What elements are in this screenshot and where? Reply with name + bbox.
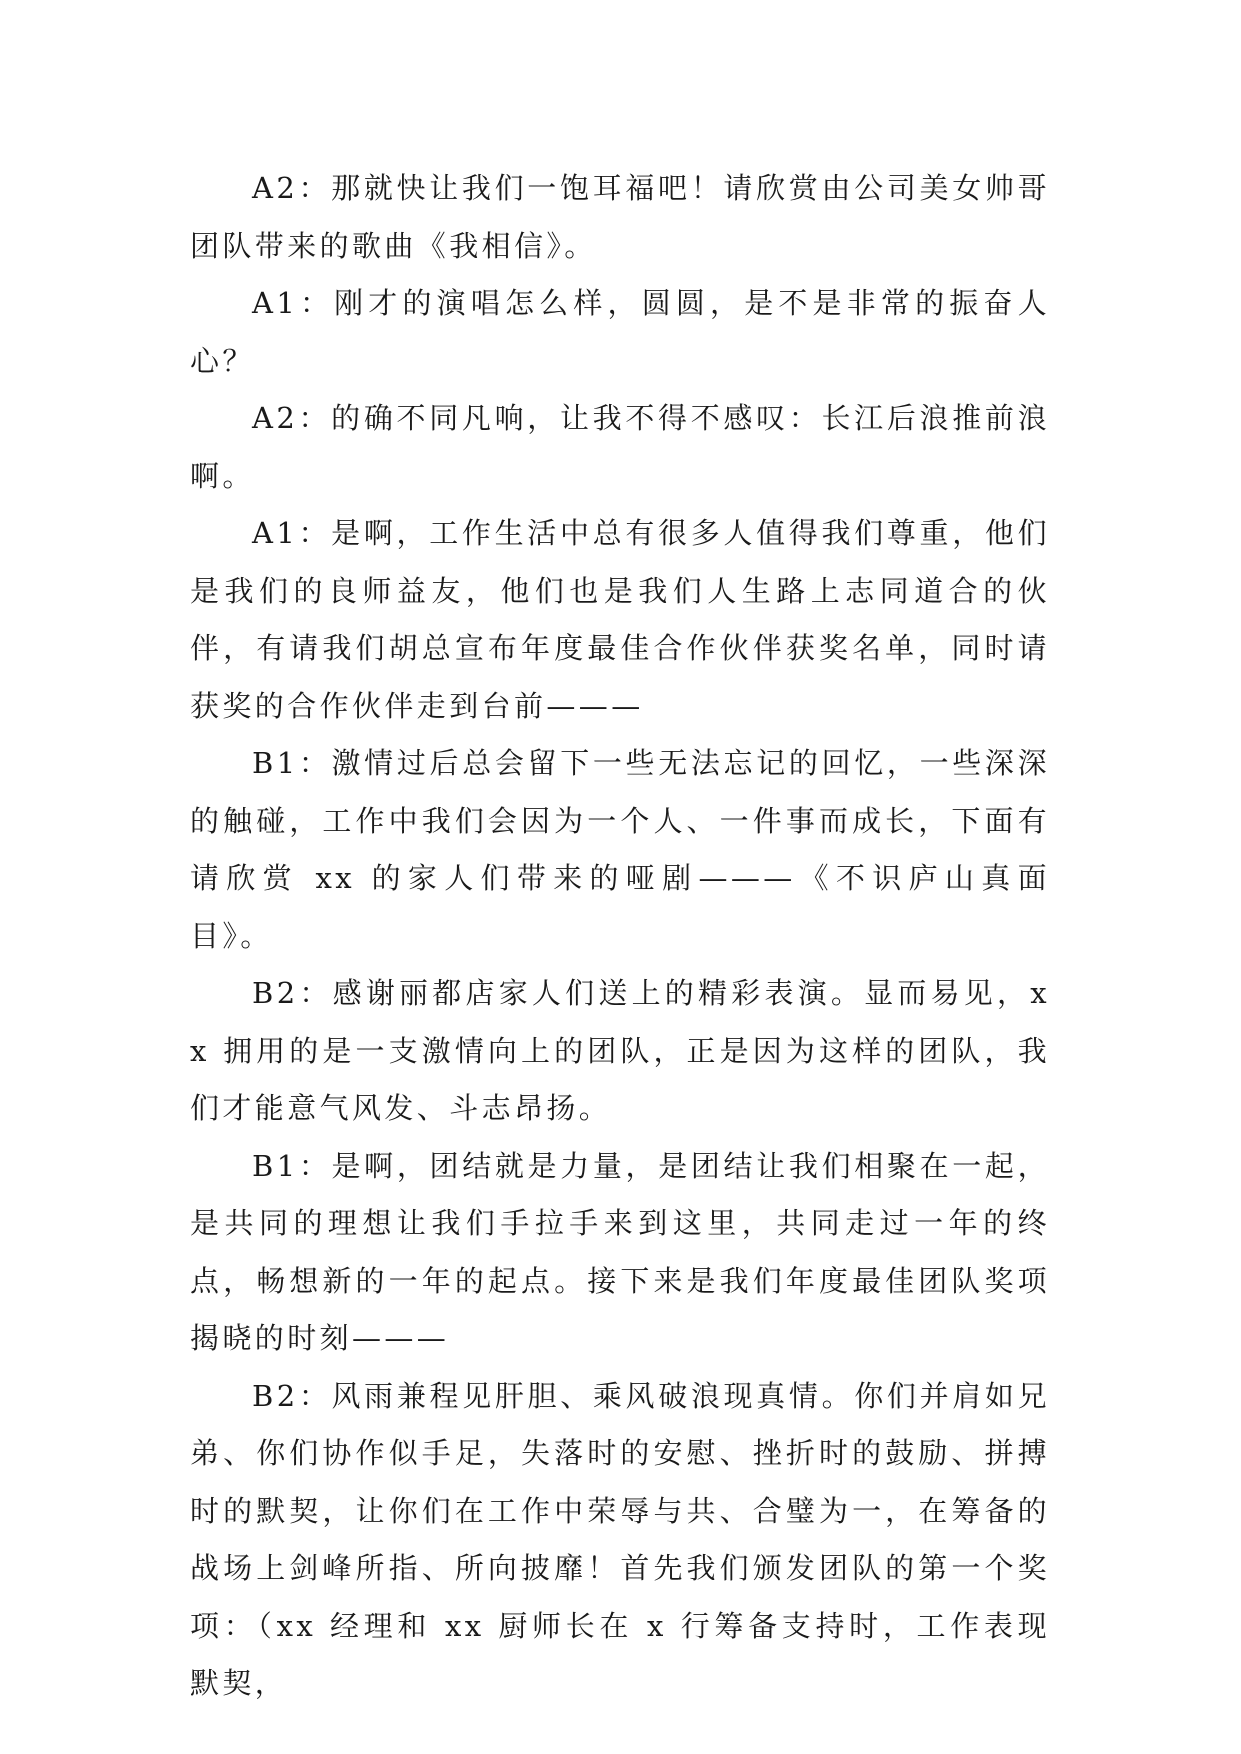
paragraph-a2-response: A2：的确不同凡响，让我不得不感叹：长江后浪推前浪啊。	[190, 401, 1050, 493]
paragraph-a1-question: A1：刚才的演唱怎么样，圆圆，是不是非常的振奋人心？	[190, 286, 1050, 378]
paragraph-b1-mime: B1：激情过后总会留下一些无法忘记的回忆，一些深深的触碰，工作中我们会因为一个人、一件事而成长，下面有请欣赏 xx 的家人们带来的哑剧———《不识庐山真面目》。	[190, 746, 1050, 953]
paragraph-b2-thanks: B2：感谢丽都店家人们送上的精彩表演。显而易见，xx 拥用的是一支激情向上的团队，正是因为这样的团队，我们才能意气风发、斗志昂扬。	[190, 976, 1050, 1125]
paragraph-a1-partners: A1：是啊，工作生活中总有很多人值得我们尊重，他们是我们的良师益友，他们也是我们人生路上志同道合的伙伴，有请我们胡总宣布年度最佳合作伙伴获奖名单，同时请获奖的合作伙伴走到台前———	[190, 516, 1050, 723]
paragraph-a2-intro: A2：那就快让我们一饱耳福吧！请欣赏由公司美女帅哥团队带来的歌曲《我相信》。	[190, 171, 1050, 263]
paragraph-b1-team: B1：是啊，团结就是力量，是团结让我们相聚在一起，是共同的理想让我们手拉手来到这里，共同走过一年的终点，畅想新的一年的起点。接下来是我们年度最佳团队奖项揭晓的时刻———	[190, 1148, 1050, 1355]
paragraph-b2-award: B2：风雨兼程见肝胆、乘风破浪现真情。你们并肩如兄弟、你们协作似手足，失落时的安慰、挫折时的鼓励、拼搏时的默契，让你们在工作中荣辱与共、合璧为一，在筹备的战场上剑峰所指、所向披靡！首先我们颁发团队的第一个奖项：（xx 经理和 xx 厨师长在 x 行筹备支持时，工作表现默契，	[190, 1378, 1050, 1700]
document-page	[190, 160, 1050, 1713]
